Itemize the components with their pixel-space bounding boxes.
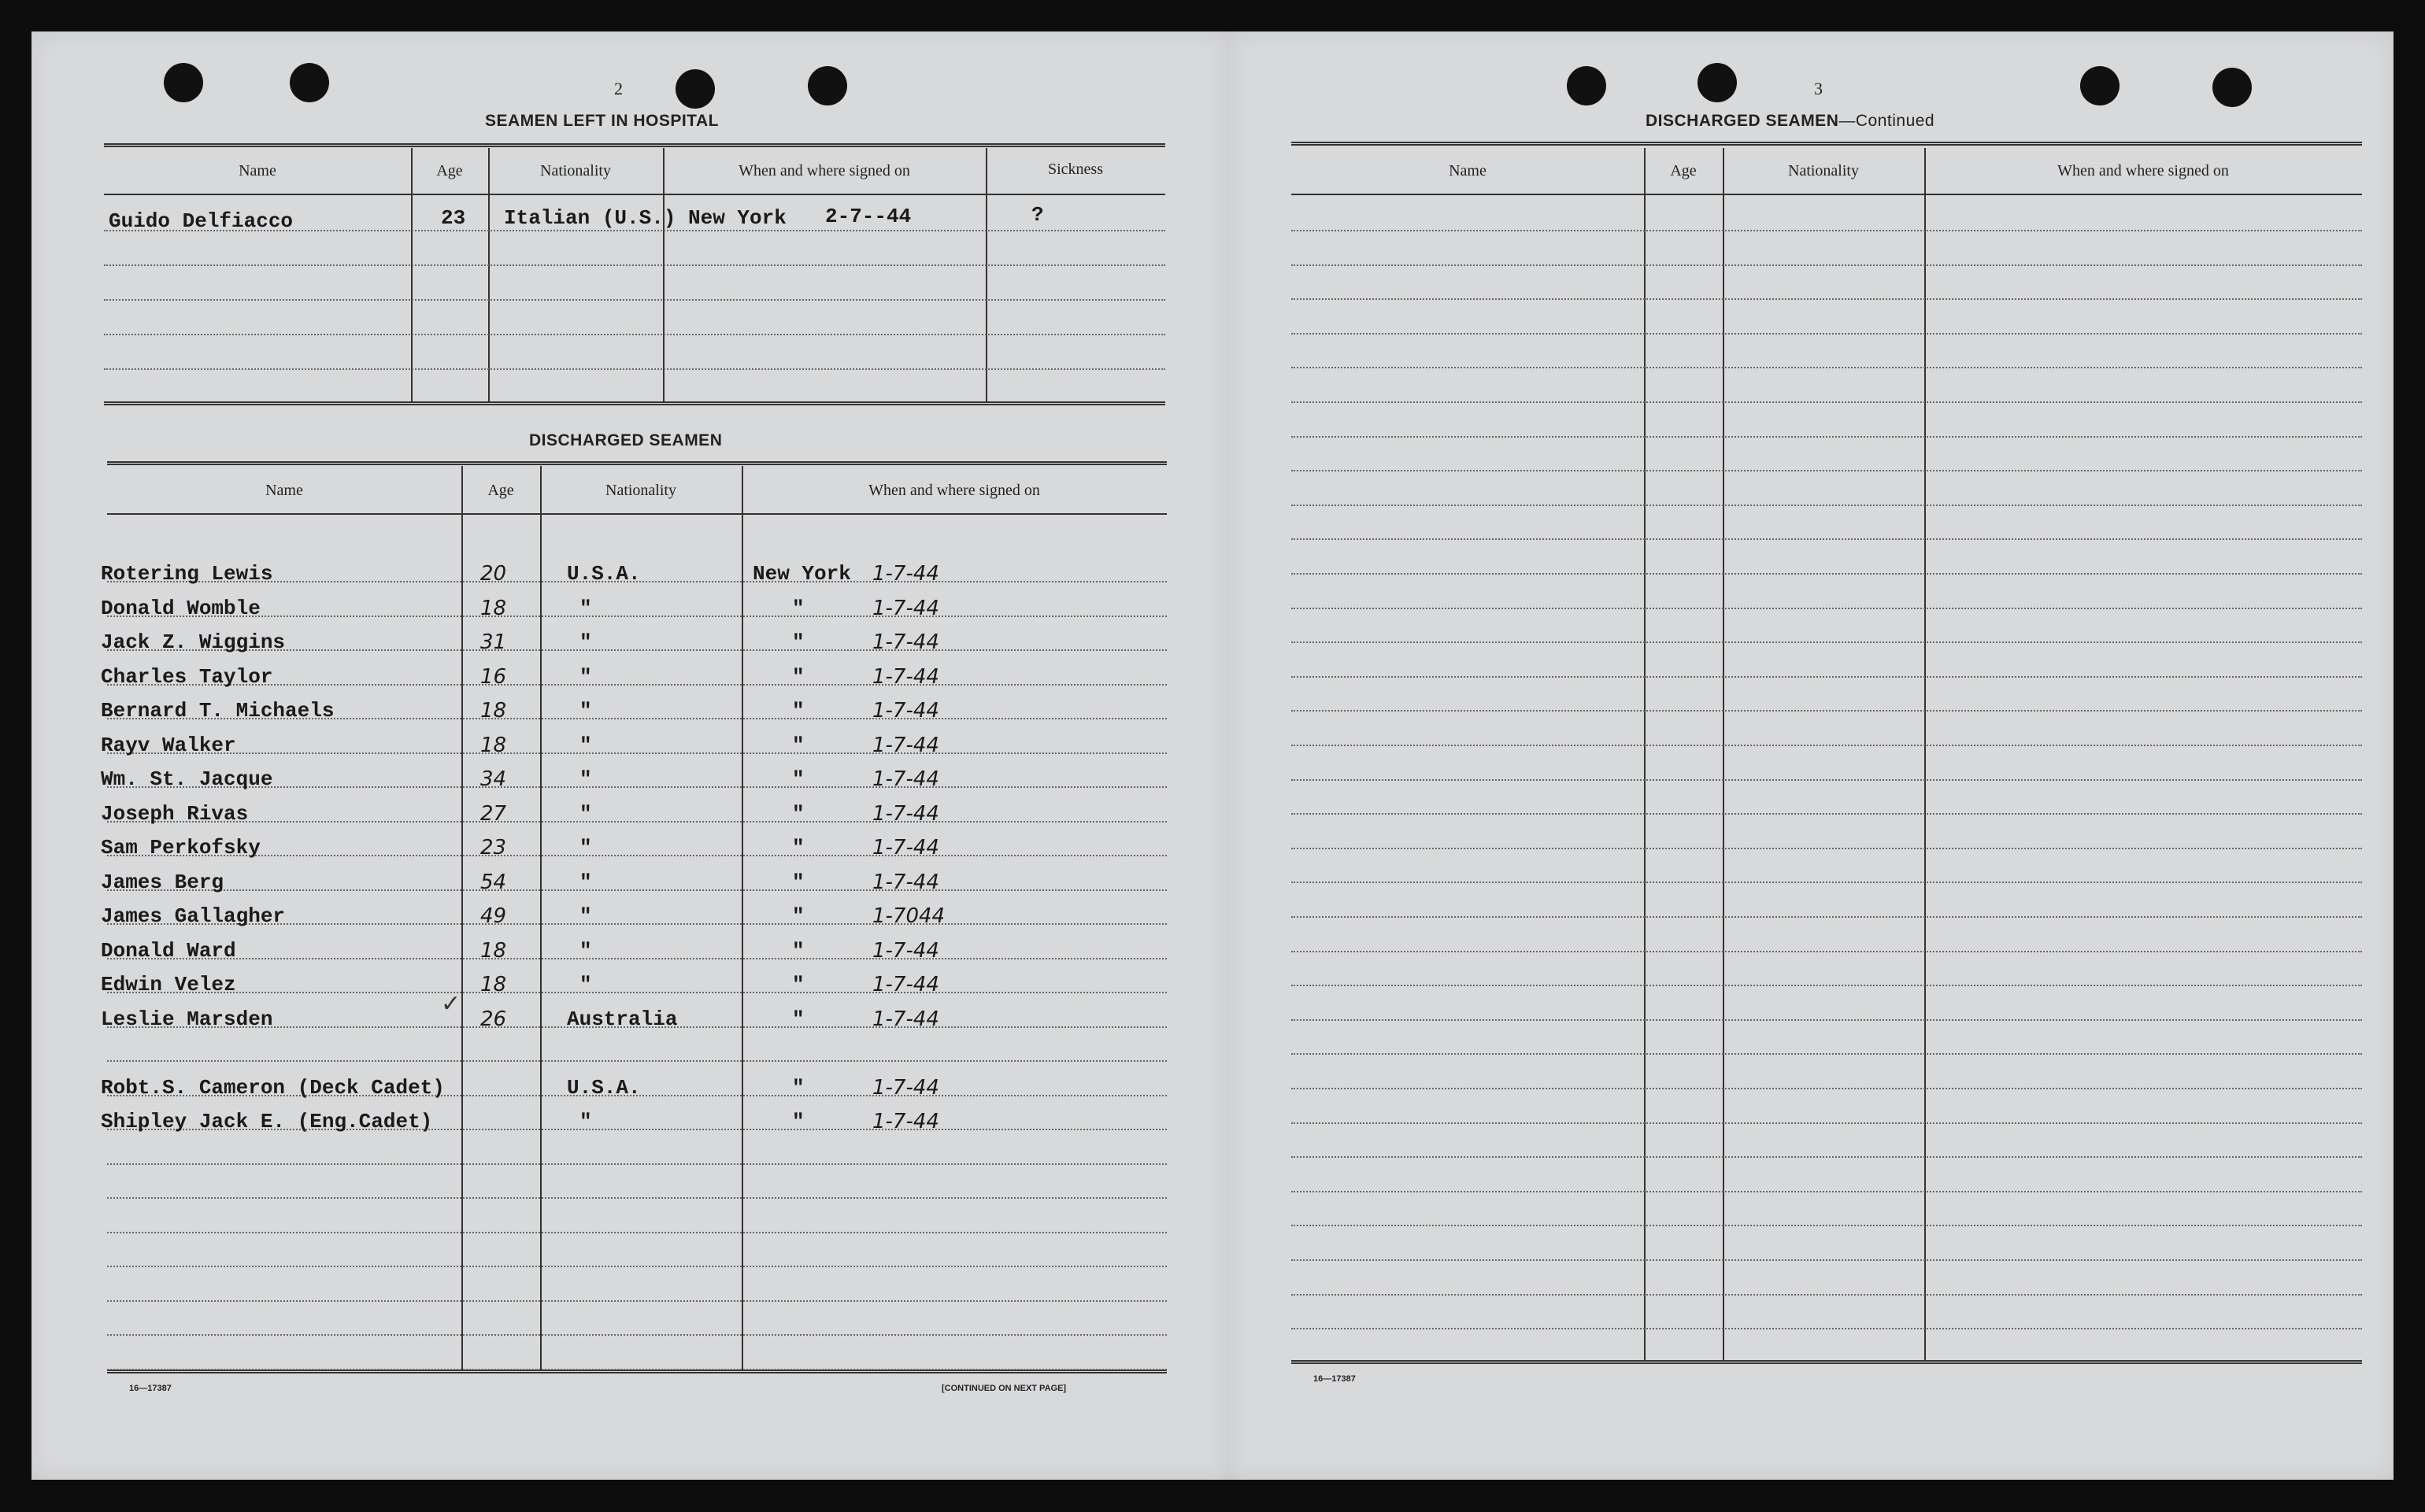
discharged-row-nationality: U.S.A. <box>567 1076 641 1100</box>
discharged-row-nationality: " <box>579 973 592 996</box>
discharged-row-where: " <box>792 904 805 928</box>
discharged-row-name: Edwin Velez <box>101 973 236 996</box>
discharged-row-nationality: " <box>579 665 592 689</box>
punch-hole <box>676 69 715 109</box>
discharged-row-age: 34 <box>480 767 507 791</box>
discharged-row-nationality: " <box>579 1110 592 1133</box>
discharged-row-date: 1-7-44 <box>872 1110 939 1133</box>
discharged-row-date: 1-7-44 <box>872 973 939 996</box>
discharged-row-date: 1-7-44 <box>872 939 939 963</box>
hospital-row-sickness: ? <box>1031 203 1044 227</box>
discharged-row-name: James Gallagher <box>101 904 286 928</box>
discharged-row-name: Leslie Marsden <box>101 1007 273 1031</box>
discharged-row-age: 20 <box>480 562 507 586</box>
discharged-row-nationality: " <box>579 904 592 928</box>
discharged-row-nationality: Australia <box>567 1007 678 1031</box>
discharged-row-date: 1-7044 <box>872 904 946 928</box>
title-main: DISCHARGED SEAMEN <box>1646 112 1839 130</box>
discharged-row-name: Rotering Lewis <box>101 562 273 586</box>
punch-hole <box>2080 66 2120 105</box>
discharged-row-age: 23 <box>480 836 507 860</box>
continued-header-name: Name <box>1449 162 1486 179</box>
discharged-row-name: Wm. St. Jacque <box>101 767 273 791</box>
hospital-header-sickness: Sickness <box>1048 161 1103 178</box>
punch-hole <box>1567 66 1606 105</box>
discharged-header-age: Age <box>487 482 514 499</box>
form-number: 16—17387 <box>1313 1374 1356 1384</box>
left-page <box>31 31 1228 1480</box>
discharged-row-age: 26 <box>480 1007 507 1031</box>
discharged-row-date: 1-7-44 <box>872 1007 939 1031</box>
discharged-row-date: 1-7-44 <box>872 802 939 826</box>
continued-note: [CONTINUED ON NEXT PAGE] <box>942 1384 1067 1393</box>
discharged-row-age: 18 <box>480 734 507 757</box>
discharged-row-date: 1-7-44 <box>872 562 939 586</box>
discharged-row-where: " <box>792 1007 805 1031</box>
hospital-row-age: 23 <box>441 206 466 230</box>
discharged-row-nationality: U.S.A. <box>567 562 641 586</box>
page-number: 2 <box>614 79 623 98</box>
discharged-row-age: 18 <box>480 939 507 963</box>
discharged-row-nationality: " <box>579 597 592 620</box>
right-page <box>1228 31 2394 1480</box>
punch-hole <box>2212 68 2252 107</box>
discharged-row-name: Bernard T. Michaels <box>101 699 335 723</box>
discharged-header-nationality: Nationality <box>605 482 676 499</box>
discharged-row-age: 49 <box>480 904 507 928</box>
discharged-row-date: 1-7-44 <box>872 630 939 654</box>
discharged-row-where: " <box>792 699 805 723</box>
discharged-row-where: " <box>792 597 805 620</box>
punch-hole <box>164 63 203 102</box>
discharged-row-nationality: " <box>579 630 592 654</box>
punch-hole <box>1698 63 1737 102</box>
discharged-section-title: DISCHARGED SEAMEN <box>529 431 723 449</box>
discharged-row-age: 18 <box>480 973 507 996</box>
discharged-row-where: " <box>792 802 805 826</box>
hospital-row-where: New York <box>688 206 787 230</box>
discharged-row-where: " <box>792 1110 805 1133</box>
discharged-row-name: Shipley Jack E. (Eng.Cadet) <box>101 1110 433 1133</box>
title-continued: —Continued <box>1838 112 1935 130</box>
discharged-row-nationality: " <box>579 871 592 894</box>
hospital-header-signed-on: When and where signed on <box>739 162 910 179</box>
discharged-row-where: " <box>792 871 805 894</box>
discharged-row-date: 1-7-44 <box>872 699 939 723</box>
discharged-row-name: James Berg <box>101 871 224 894</box>
continued-header-signed-on: When and where signed on <box>2057 162 2229 179</box>
discharged-row-name: Sam Perkofsky <box>101 836 261 860</box>
discharged-row-date: 1-7-44 <box>872 836 939 860</box>
discharged-row-where: New York <box>753 562 851 586</box>
discharged-row-age: 54 <box>480 871 507 894</box>
discharged-row-date: 1-7-44 <box>872 767 939 791</box>
discharged-row-name: Robt.S. Cameron (Deck Cadet) <box>101 1076 445 1100</box>
discharged-row-date: 1-7-44 <box>872 597 939 620</box>
discharged-row-nationality: " <box>579 699 592 723</box>
hospital-row-date: 2-7--44 <box>825 205 912 228</box>
hospital-section-title: SEAMEN LEFT IN HOSPITAL <box>485 112 719 130</box>
discharged-row-where: " <box>792 939 805 963</box>
hospital-header-age: Age <box>436 162 463 179</box>
discharged-row-date: 1-7-44 <box>872 871 939 894</box>
discharged-row-where: " <box>792 630 805 654</box>
discharged-row-age: 18 <box>480 699 507 723</box>
check-mark: ✓ <box>441 990 461 1018</box>
discharged-row-where: " <box>792 1076 805 1100</box>
discharged-row-nationality: " <box>579 939 592 963</box>
page-number: 3 <box>1814 79 1823 98</box>
discharged-row-where: " <box>792 734 805 757</box>
hospital-row-name: Guido Delfiacco <box>109 209 294 233</box>
discharged-header-signed-on: When and where signed on <box>868 482 1040 499</box>
discharged-row-date: 1-7-44 <box>872 665 939 689</box>
discharged-row-age: 18 <box>480 597 507 620</box>
discharged-row-name: Rayv Walker <box>101 734 236 757</box>
discharged-row-name: Donald Womble <box>101 597 261 620</box>
discharged-row-name: Donald Ward <box>101 939 236 963</box>
discharged-row-name: Jack Z. Wiggins <box>101 630 286 654</box>
discharged-row-where: " <box>792 836 805 860</box>
punch-hole <box>808 66 847 105</box>
form-number: 16—17387 <box>129 1384 172 1393</box>
discharged-row-date: 1-7-44 <box>872 734 939 757</box>
discharged-row-where: " <box>792 767 805 791</box>
discharged-row-age: 16 <box>480 665 507 689</box>
continued-header-age: Age <box>1670 162 1697 179</box>
hospital-row-nationality: Italian (U.S.) <box>504 206 676 230</box>
continued-header-nationality: Nationality <box>1788 162 1859 179</box>
hospital-header-nationality: Nationality <box>540 162 611 179</box>
discharged-row-name: Charles Taylor <box>101 665 273 689</box>
discharged-row-nationality: " <box>579 802 592 826</box>
discharged-row-date: 1-7-44 <box>872 1076 939 1100</box>
discharged-row-nationality: " <box>579 836 592 860</box>
discharged-row-nationality: " <box>579 734 592 757</box>
hospital-header-name: Name <box>239 162 276 179</box>
discharged-row-age: 31 <box>480 630 507 654</box>
discharged-row-name: Joseph Rivas <box>101 802 249 826</box>
discharged-row-age: 27 <box>480 802 507 826</box>
continued-section-title <box>1646 112 1934 131</box>
discharged-header-name: Name <box>265 482 303 499</box>
discharged-row-where: " <box>792 665 805 689</box>
discharged-row-where: " <box>792 973 805 996</box>
discharged-row-nationality: " <box>579 767 592 791</box>
punch-hole <box>290 63 329 102</box>
